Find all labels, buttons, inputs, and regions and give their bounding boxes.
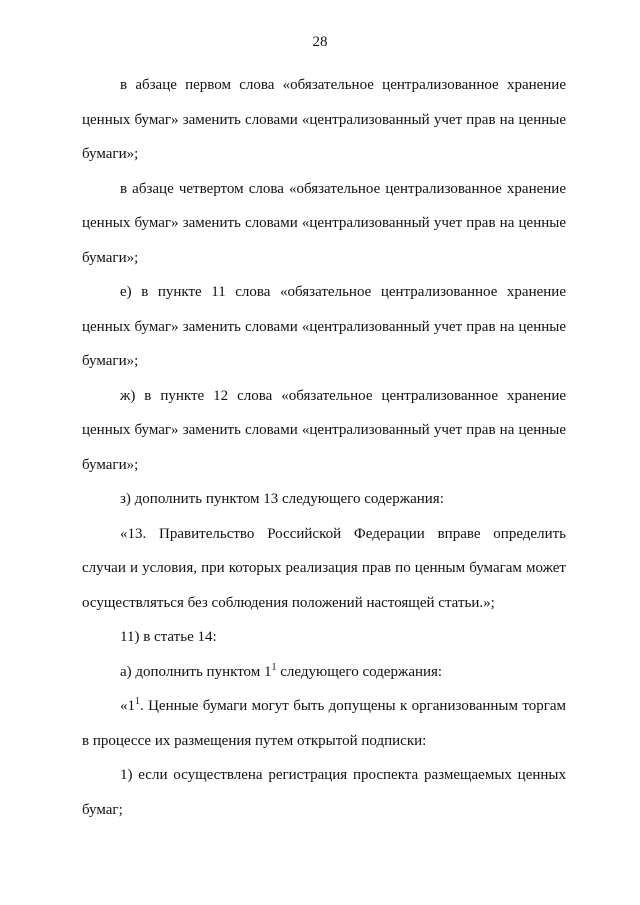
paragraph-item-zh: ж) в пункте 12 слова «обязательное централизованное хранение ценных бумаг» заменить словами «централизованный учет прав на ценные бумаги»; — [82, 387, 566, 473]
paragraph-point-1-1-text: «1 — [120, 698, 135, 714]
paragraph-item-a — [82, 655, 566, 690]
paragraph-point-1-1-text-end: . Ценные бумаги могут быть допущены к организованным торгам в процессе их размещения путем открытой подписки: — [82, 698, 566, 749]
document-body — [82, 68, 566, 827]
paragraph-item-a-text: а) дополнить пунктом 1 — [120, 663, 272, 680]
paragraph-point-13: «13. Правительство Российской Федерации вправе определить случаи и условия, при которых реализация прав по ценным бумагам может осуществляться без соблюдения положений настоящей статьи.»; — [82, 525, 566, 611]
paragraph-amend-first-abzac: в абзаце первом слова «обязательное централизованное хранение ценных бумаг» заменить словами «централизованный учет прав на ценные бумаги»; — [82, 77, 566, 162]
page-number: 28 — [312, 34, 328, 50]
superscript: 1 — [135, 696, 140, 707]
superscript: 1 — [271, 661, 277, 673]
paragraph-article-14: 11) в статье 14: — [120, 629, 217, 645]
paragraph-subitem-1: 1) если осуществлена регистрация проспекта размещаемых ценных бумаг; — [82, 767, 566, 818]
paragraph-point-1-1 — [82, 689, 566, 758]
paragraph-item-z: з) дополнить пунктом 13 следующего содержания: — [120, 491, 444, 507]
paragraph-amend-fourth-abzac: в абзаце четвертом слова «обязательное централизованное хранение ценных бумаг» заменить словами «централизованный учет прав на ценные бумаги»; — [82, 180, 566, 266]
paragraph-item-a-text-end: следующего содержания: — [276, 663, 443, 680]
paragraph-item-e: е) в пункте 11 слова «обязательное централизованное хранение ценных бумаг» заменить словами «централизованный учет прав на ценные бумаги»; — [82, 284, 566, 369]
